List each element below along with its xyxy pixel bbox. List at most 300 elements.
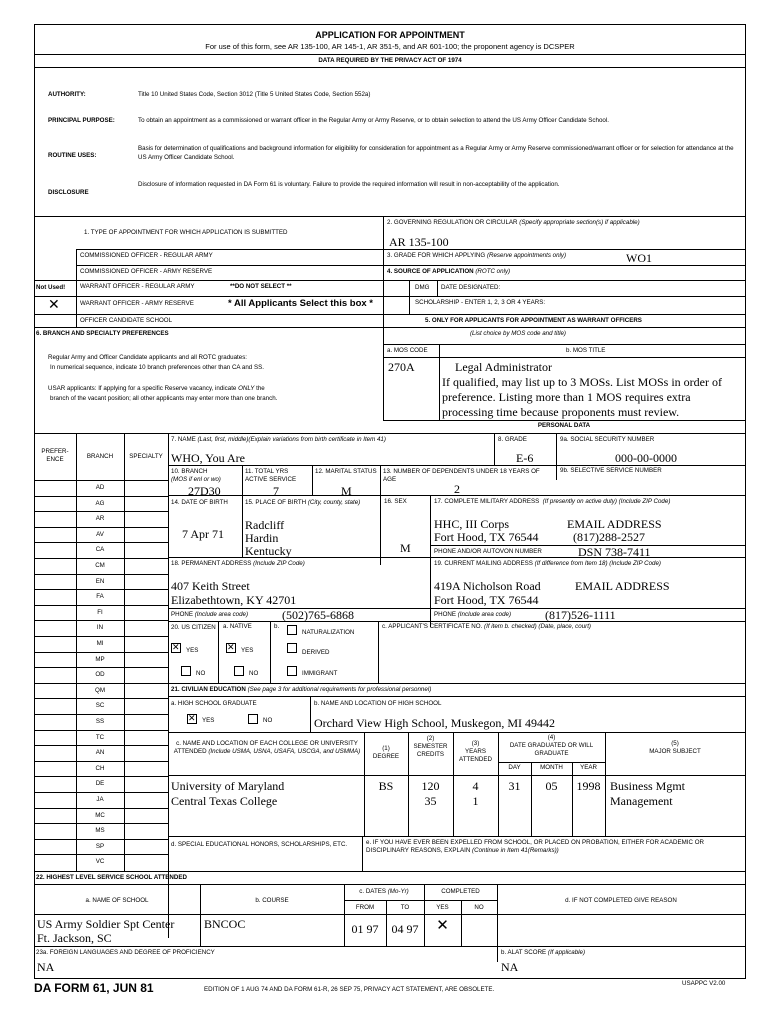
item22c-label xyxy=(344,889,424,895)
college-name-header xyxy=(172,740,362,756)
personal-data-header: PERSONAL DATA xyxy=(537,422,591,429)
item18-phone-hint: (Include area code) xyxy=(194,611,249,618)
branch-code: SP xyxy=(95,842,105,850)
completed-yes-label: YES xyxy=(436,904,449,911)
routine-text: Basis for determination of qualifications and background information for eligibility for consideration for appointment as a Regular Army or Army Reserve commissioned/warrant officer or for selection for attendance at the US Army Officer Candidate School. xyxy=(138,145,734,161)
college-major[interactable]: Business Mgmt xyxy=(610,779,686,793)
form-number: DA FORM 61, JUN 81 xyxy=(34,981,154,995)
item17-line2[interactable]: Fort Hood, TX 76544 xyxy=(434,530,539,544)
divider xyxy=(498,762,605,763)
divider xyxy=(242,465,243,495)
item17-phone[interactable]: (817)288-2527 xyxy=(573,530,645,544)
college-day[interactable]: 31 xyxy=(508,779,521,793)
completed-label: COMPLETED xyxy=(441,888,480,895)
item2-label-text: 2. GOVERNING REGULATION OR CIRCULAR xyxy=(387,219,518,226)
col-day-header: DAY xyxy=(508,764,521,771)
disclosure-label: DISCLOSURE xyxy=(48,189,89,196)
divider xyxy=(34,296,383,297)
item6-text3a: USAR applicants: If applying for a specific Reserve vacancy, indicate xyxy=(48,385,237,392)
branch-code: MC xyxy=(95,811,105,819)
col-specialty: SPECIALTY xyxy=(129,453,163,460)
college-month[interactable]: 05 xyxy=(545,779,558,793)
item11-label: 11. TOTAL YRS ACTIVE SERVICE xyxy=(245,468,297,483)
item8-value[interactable]: E-6 xyxy=(516,451,534,465)
item21-hint: (See page 3 for additional requirements for professional personnel) xyxy=(247,686,432,693)
college-school[interactable]: University of Maryland xyxy=(171,779,285,793)
item14-value[interactable]: 7 Apr 71 xyxy=(182,527,224,541)
divider xyxy=(34,776,168,777)
college-credits[interactable]: 35 xyxy=(424,794,437,808)
divider xyxy=(34,480,168,481)
immigrant-label: IMMIGRANT xyxy=(302,670,338,677)
item5-label: 5. ONLY FOR APPLICANTS FOR APPOINTMENT AS WARRANT OFFICERS xyxy=(425,317,642,324)
do-not-select-note: **DO NOT SELECT ** xyxy=(230,283,292,290)
service-from[interactable]: 01 97 xyxy=(351,922,379,936)
version-label: USAPPC V2.00 xyxy=(682,980,726,987)
hs-no-label: NO xyxy=(263,717,273,724)
college-years[interactable]: 1 xyxy=(472,794,479,808)
divider xyxy=(312,465,313,495)
divider xyxy=(380,465,381,565)
divider xyxy=(168,495,745,496)
item6-text1: Regular Army and Officer Candidate applicants and all ROTC graduates: xyxy=(48,354,248,361)
col-preference: PREFER-ENCE xyxy=(41,448,69,463)
divider xyxy=(34,314,383,315)
immigrant-checkbox[interactable] xyxy=(287,666,297,676)
divider xyxy=(168,608,745,609)
branch-code: CM xyxy=(95,562,105,569)
divider xyxy=(218,621,219,683)
col-credits-num: (2) xyxy=(426,735,435,742)
privacy-header: DATA REQUIRED BY THE PRIVACY ACT OF 1974 xyxy=(318,57,462,64)
item15-line3[interactable]: Kentucky xyxy=(245,544,292,558)
divider xyxy=(34,589,168,590)
citizen-no-label: NO xyxy=(196,670,206,677)
divider xyxy=(34,542,168,543)
divider xyxy=(34,808,168,809)
divider xyxy=(76,265,383,266)
col-month-header: MONTH xyxy=(540,764,563,771)
divider xyxy=(34,698,168,699)
option-co-army-reserve[interactable]: COMMISSIONED OFFICER - ARMY RESERVE xyxy=(80,268,213,275)
branch-code: AN xyxy=(95,749,105,757)
item19-label-text: 19. CURRENT MAILING ADDRESS xyxy=(434,560,533,567)
branch-code: JA xyxy=(96,796,104,803)
divider xyxy=(34,839,168,840)
item3-label-text: 3. GRADE FOR WHICH APPLYING xyxy=(387,252,486,259)
native-yes-label: YES xyxy=(241,647,254,654)
item19-hint: (If difference from Item 18) (Include ZIP Code) xyxy=(534,560,661,567)
divider xyxy=(409,280,410,314)
divider xyxy=(34,652,168,653)
divider xyxy=(362,836,363,871)
divider xyxy=(310,696,311,732)
item19-phone-hint: (Include area code) xyxy=(457,611,512,618)
mos-title-label: b. MOS TITLE xyxy=(566,347,606,354)
item20c-label xyxy=(382,624,591,630)
not-used-label: Not Used! xyxy=(36,284,66,291)
branch-code: FA xyxy=(96,593,104,601)
item6-text3c: the xyxy=(256,385,265,392)
divider xyxy=(383,216,384,327)
divider xyxy=(572,762,573,836)
divider xyxy=(34,714,168,715)
branch-code: MI xyxy=(96,640,104,647)
col-degree-num: (1) xyxy=(382,745,390,752)
naturalization-label: NATURALIZATION xyxy=(302,629,355,636)
hs-graduate-label: a. HIGH SCHOOL GRADUATE xyxy=(171,700,257,707)
item6-label: 6. BRANCH AND SPECIALTY PREFERENCES xyxy=(36,330,169,337)
hs-name-value[interactable]: Orchard View High School, Muskegon, MI 49442 xyxy=(314,716,556,730)
college-name-header-text: c. NAME AND LOCATION OF EACH COLLEGE OR UNIVERSITY ATTENDED xyxy=(173,740,358,755)
item15-label xyxy=(245,499,380,507)
divider xyxy=(168,557,745,558)
item12-label: 12. MARITAL STATUS xyxy=(315,468,377,475)
form-subtitle: For use of this form, see AR 135-100, AR 145-1, AR 351-5, and AR 601-100; the proponent agency is DCSPER xyxy=(205,42,575,51)
item16-value[interactable]: M xyxy=(400,541,411,555)
item21e-label-text: e. IF YOU HAVE EVER BEEN EXPELLED FROM SCHOOL, OR PLACED ON PROBATION, EITHER FOR ACADEMIC OR DISCIPLINARY REASONS, EXPLAIN xyxy=(366,839,704,854)
divider xyxy=(439,344,440,420)
branch-code: MS xyxy=(95,827,105,835)
native-yes-checkbox[interactable] xyxy=(226,643,236,653)
divider xyxy=(168,621,745,622)
scholarship-label: SCHOLARSHIP - ENTER 1, 2, 3 OR 4 YEARS: xyxy=(415,299,546,306)
edition-note: EDITION OF 1 AUG 74 AND DA FORM 61-R, 26 SEP 75, PRIVACY ACT STATEMENT, ARE OBSOLETE. xyxy=(204,986,495,993)
all-applicants-note: * All Applicants Select this box * xyxy=(228,298,373,309)
item19-label xyxy=(434,561,661,567)
item11-value[interactable]: 7 xyxy=(273,484,279,498)
divider xyxy=(383,420,745,421)
col-graduated-num: (4) xyxy=(547,734,556,741)
divider xyxy=(34,327,745,328)
college-name-header-hint: (Include USMA, USNA, USAFA, USCGA, and USMMA) xyxy=(208,748,361,755)
divider xyxy=(34,54,745,55)
routine-label: ROUTINE USES: xyxy=(48,152,97,159)
divider xyxy=(34,558,168,559)
divider xyxy=(168,433,169,938)
divider xyxy=(556,433,557,480)
mos-code-label: a. MOS CODE xyxy=(387,347,428,354)
item6-text3b: ONLY xyxy=(238,385,255,392)
item19-line1[interactable]: 419A Nicholson Road xyxy=(434,579,541,593)
divider xyxy=(34,854,168,855)
item9a-value[interactable]: 000-00-0000 xyxy=(615,451,677,465)
item18-phone-label-text: PHONE xyxy=(171,611,194,618)
item10-label-text: 10. BRANCH xyxy=(171,468,208,475)
completed-no-label: NO xyxy=(474,904,484,911)
divider xyxy=(168,732,745,733)
divider xyxy=(34,745,168,746)
service-to[interactable]: 04 97 xyxy=(391,922,419,936)
item22d-label: d. IF NOT COMPLETED GIVE REASON xyxy=(565,897,677,904)
divider xyxy=(34,527,168,528)
option-wo-army-reserve[interactable]: WARRANT OFFICER - ARMY RESERVE xyxy=(80,300,194,307)
item15-line1[interactable]: Radcliff xyxy=(245,518,285,532)
divider xyxy=(437,280,438,296)
col-year-header: YEAR xyxy=(580,764,597,771)
item19-line2[interactable]: Fort Hood, TX 76544 xyxy=(434,593,539,607)
divider xyxy=(34,511,168,512)
item17-hint: (If presently on active duty) (Include ZIP Code) xyxy=(542,498,671,505)
divider xyxy=(383,314,745,315)
citizen-yes-checkbox[interactable] xyxy=(171,643,181,653)
item23b-label xyxy=(501,950,585,956)
divider xyxy=(34,433,745,434)
item20c-label-text: c. APPLICANT'S CERTIFICATE NO. xyxy=(382,623,483,630)
item10-hint: (MOS if enl or wo) xyxy=(171,476,221,483)
col-years-header xyxy=(453,740,498,764)
item2-value[interactable]: AR 135-100 xyxy=(389,235,449,249)
hs-yes-checkbox[interactable] xyxy=(187,714,197,724)
authority-label: AUTHORITY: xyxy=(48,91,86,98)
item17-label xyxy=(434,499,670,505)
col-degree-header xyxy=(364,745,408,761)
branch-code: CH xyxy=(95,764,105,772)
divider xyxy=(34,792,168,793)
item4-label-text: 4. SOURCE OF APPLICATION xyxy=(387,268,474,275)
divider xyxy=(378,621,379,683)
divider xyxy=(34,216,745,217)
item21-label xyxy=(171,687,431,693)
item3-value[interactable]: WO1 xyxy=(626,251,652,265)
item21d-label: d. SPECIAL EDUCATIONAL HONORS, SCHOLARSHIPS, ETC. xyxy=(171,841,348,848)
divider xyxy=(383,249,745,250)
item18-line1[interactable]: 407 Keith Street xyxy=(171,579,250,593)
hs-yes-label: YES xyxy=(202,717,215,724)
divider xyxy=(34,280,383,281)
divider xyxy=(34,67,745,68)
col-major-header xyxy=(605,740,745,756)
item4-hint: (ROTC only) xyxy=(475,268,511,275)
divider xyxy=(34,496,168,497)
derived-checkbox[interactable] xyxy=(287,643,297,653)
branch-code: OD xyxy=(95,671,105,679)
authority-text: Title 10 United States Code, Section 3012 (Title 5 United States Code, Section 552a) xyxy=(138,91,371,98)
col-years-text: YEARS ATTENDED xyxy=(459,748,492,763)
item3-hint: (Reserve appointments only) xyxy=(486,252,567,259)
mos-note: If qualified, may list up to 3 MOSs. List MOSs in order of preference. Listing more than 1 MOS requires extra processing time because proponents must review. xyxy=(442,375,722,419)
item22c-hint: (Mo-Yr) xyxy=(387,888,409,895)
to-label: TO xyxy=(400,904,410,911)
item20c-hint: (If item b. checked) (Date, place, court) xyxy=(484,623,591,630)
item3-label xyxy=(387,253,566,259)
divider xyxy=(34,683,168,684)
divider xyxy=(34,667,168,668)
col-degree-text: DEGREE xyxy=(372,753,400,760)
item18-hint: (Include ZIP Code) xyxy=(253,560,305,567)
divider xyxy=(34,914,745,915)
branch-code: IN xyxy=(96,624,104,632)
item10-value[interactable]: 27D30 xyxy=(188,484,221,498)
item18-phone[interactable]: (502)765-6868 xyxy=(282,608,354,622)
item19-email[interactable]: EMAIL ADDRESS xyxy=(575,579,670,593)
naturalization-checkbox[interactable] xyxy=(287,625,297,635)
item17-phone-label: PHONE AND/OR AUTOVON NUMBER xyxy=(434,548,542,555)
date-designated-label: DATE DESIGNATED: xyxy=(441,284,501,291)
item19-phone-label xyxy=(434,612,511,618)
item23a-value[interactable]: NA xyxy=(37,960,55,974)
item19-phone-label-text: PHONE xyxy=(434,611,457,618)
item22b-label: b. COURSE xyxy=(255,897,289,904)
item16-label: 16. SEX xyxy=(384,498,407,505)
divider xyxy=(34,884,745,885)
item1-label: 1. TYPE OF APPOINTMENT FOR WHICH APPLICATION IS SUBMITTED xyxy=(84,229,288,236)
divider xyxy=(34,605,168,606)
item2-hint: (Specify appropriate section(s) if applicable) xyxy=(519,219,640,226)
purpose-label: PRINCIPAL PURPOSE: xyxy=(48,117,115,124)
college-years[interactable]: 4 xyxy=(472,779,479,793)
col-major-num: (5) xyxy=(671,740,679,747)
college-school[interactable]: Central Texas College xyxy=(171,794,278,808)
item17-dsn[interactable]: DSN 738-7411 xyxy=(578,545,651,559)
col-credits-header xyxy=(408,735,453,759)
branch-code: MP xyxy=(95,655,105,663)
branch-code: QM xyxy=(95,686,105,694)
col-graduated-header xyxy=(498,734,605,758)
item15-hint: (City, county, state) xyxy=(307,499,361,506)
item2-label xyxy=(387,220,640,226)
item17-email[interactable]: EMAIL ADDRESS xyxy=(567,517,662,531)
item9a-label: 9a. SOCIAL SECURITY NUMBER xyxy=(560,436,655,443)
hs-name-label: b. NAME AND LOCATION OF HIGH SCHOOL xyxy=(314,700,442,707)
completed-yes-x[interactable]: ✕ xyxy=(436,917,449,934)
divider xyxy=(200,884,201,946)
item9b-label: 9b. SELECTIVE SERVICE NUMBER xyxy=(560,467,662,474)
divider xyxy=(34,636,168,637)
divider xyxy=(494,433,495,465)
divider xyxy=(383,357,745,358)
from-label: FROM xyxy=(355,904,375,911)
item13-label: 13. NUMBER OF DEPENDENTS UNDER 18 YEARS OF AGE xyxy=(383,468,540,483)
checkbox-wo-army-reserve-x[interactable]: ✕ xyxy=(48,296,60,312)
item10-label xyxy=(171,468,241,484)
item5-hint: (List choice by MOS code and title) xyxy=(470,330,566,337)
disclosure-text: Disclosure of information requested in DA Form 61 is voluntary. Failure to provide the required information will result in non-acceptability of the application. xyxy=(138,181,560,188)
col-credits-text: SEMESTER CREDITS xyxy=(413,743,448,758)
branch-code: EN xyxy=(95,577,105,585)
option-wo-regular-army[interactable]: WARRANT OFFICER - REGULAR ARMY xyxy=(80,283,195,290)
branch-code: FI xyxy=(97,608,103,616)
divider xyxy=(34,761,168,762)
branch-code: VC xyxy=(95,858,105,866)
divider xyxy=(383,296,745,297)
item15-label-text: 15. PLACE OF BIRTH xyxy=(245,499,307,506)
divider xyxy=(270,621,271,683)
item13-value[interactable]: 2 xyxy=(454,482,460,496)
item23b-hint: (If applicable) xyxy=(547,949,586,956)
item18-label-text: 18. PERMANENT ADDRESS xyxy=(171,560,252,567)
divider xyxy=(76,249,383,250)
item23b-label-text: b. ALAT SCORE xyxy=(501,949,547,956)
item22c-label-text: c. DATES xyxy=(359,888,386,895)
item17-label-text: 17. COMPLETE MILITARY ADDRESS xyxy=(434,498,540,505)
divider xyxy=(168,683,745,684)
divider xyxy=(242,495,243,557)
item19-phone[interactable]: (817)526-1111 xyxy=(545,608,616,622)
col-years-num: (3) xyxy=(471,740,480,747)
native-no-label: NO xyxy=(249,670,259,677)
divider xyxy=(383,327,384,420)
hs-no-checkbox[interactable] xyxy=(248,714,258,724)
item8-label: 8. GRADE xyxy=(498,436,527,443)
college-major[interactable]: Management xyxy=(610,794,673,808)
college-credits[interactable]: 120 xyxy=(421,779,440,793)
item6-text3 xyxy=(48,386,265,392)
col-major-text: MAJOR SUBJECT xyxy=(649,748,701,755)
college-year[interactable]: 1998 xyxy=(576,779,601,793)
native-no-checkbox[interactable] xyxy=(234,666,244,676)
item21e-hint: (Continue in Item 41(Remarks)) xyxy=(472,847,559,854)
branch-code: AV xyxy=(96,530,104,538)
divider xyxy=(383,265,745,266)
item4-label xyxy=(387,269,510,275)
item12-value[interactable]: M xyxy=(341,484,352,498)
divider xyxy=(497,884,498,962)
option-ocs[interactable]: OFFICER CANDIDATE SCHOOL xyxy=(80,317,173,324)
col-branch: BRANCH xyxy=(86,453,114,460)
item21-label-text: 21. CIVILIAN EDUCATION xyxy=(171,686,246,693)
branch-code: AR xyxy=(95,515,105,523)
item7-value[interactable]: WHO, You Are xyxy=(171,451,246,465)
item17-line1[interactable]: HHC, III Corps xyxy=(434,517,509,531)
item7-label xyxy=(171,437,386,443)
service-course[interactable]: BNCOC xyxy=(204,917,246,931)
item20-label: 20. US CITIZEN xyxy=(171,624,216,631)
mos-title-value[interactable]: Legal Administrator xyxy=(455,360,552,374)
option-co-regular-army[interactable]: COMMISSIONED OFFICER - REGULAR ARMY xyxy=(80,252,213,259)
divider xyxy=(168,465,745,466)
item7-label-text: 7. NAME xyxy=(171,436,196,443)
divider xyxy=(344,900,497,901)
purpose-text: To obtain an appointment as a commissioned or warrant officer in the Regular Army or Army Reserve, or to obtain selection to attend the US Army Officer Candidate School. xyxy=(138,117,609,124)
divider xyxy=(34,871,745,872)
item6-text2: In numerical sequence, indicate 10 branch preferences other than CA and SS. xyxy=(50,364,264,371)
item18-line2[interactable]: Elizabethtown, KY 42701 xyxy=(171,593,297,607)
divider xyxy=(34,730,168,731)
item23a-label: 23a. FOREIGN LANGUAGES AND DEGREE OF PROFICIENCY xyxy=(36,949,215,956)
item18-label xyxy=(171,561,305,567)
college-degree[interactable]: BS xyxy=(378,779,394,793)
item6-text4: branch of the vacant position; all other applicants may enter more than one branch. xyxy=(50,395,278,402)
divider xyxy=(168,775,745,776)
item15-line2[interactable]: Hardin xyxy=(245,531,279,545)
dmg-label: DMG xyxy=(415,284,430,291)
form-title: APPLICATION FOR APPOINTMENT xyxy=(315,30,465,40)
service-school-line2[interactable]: Ft. Jackson, SC xyxy=(37,931,112,945)
citizen-no-checkbox[interactable] xyxy=(181,666,191,676)
divider xyxy=(34,574,168,575)
item14-label: 14. DATE OF BIRTH xyxy=(171,499,228,506)
item7-hint: (Last, first, middle)(Explain variations from birth certificate in Item 41) xyxy=(197,436,386,443)
branch-code: DE xyxy=(95,780,105,788)
branch-code: TC xyxy=(95,733,105,741)
item22-label: 22. HIGHEST LEVEL SERVICE SCHOOL ATTENDED xyxy=(36,874,187,881)
divider xyxy=(168,836,745,837)
item22a-label: a. NAME OF SCHOOL xyxy=(85,897,149,904)
service-school-line1[interactable]: US Army Soldier Spt Center xyxy=(37,917,175,931)
item20-native-label: a. NATIVE xyxy=(223,623,252,630)
col-graduated-text: DATE GRADUATED OR WILL GRADUATE xyxy=(509,742,594,757)
branch-code: SC xyxy=(95,702,105,710)
divider xyxy=(383,344,745,345)
divider xyxy=(34,946,745,947)
item23b-value[interactable]: NA xyxy=(501,960,519,974)
divider xyxy=(168,696,745,697)
divider xyxy=(34,823,168,824)
item21e-label xyxy=(366,839,741,855)
mos-code-value[interactable]: 270A xyxy=(388,360,415,374)
divider xyxy=(34,620,168,621)
